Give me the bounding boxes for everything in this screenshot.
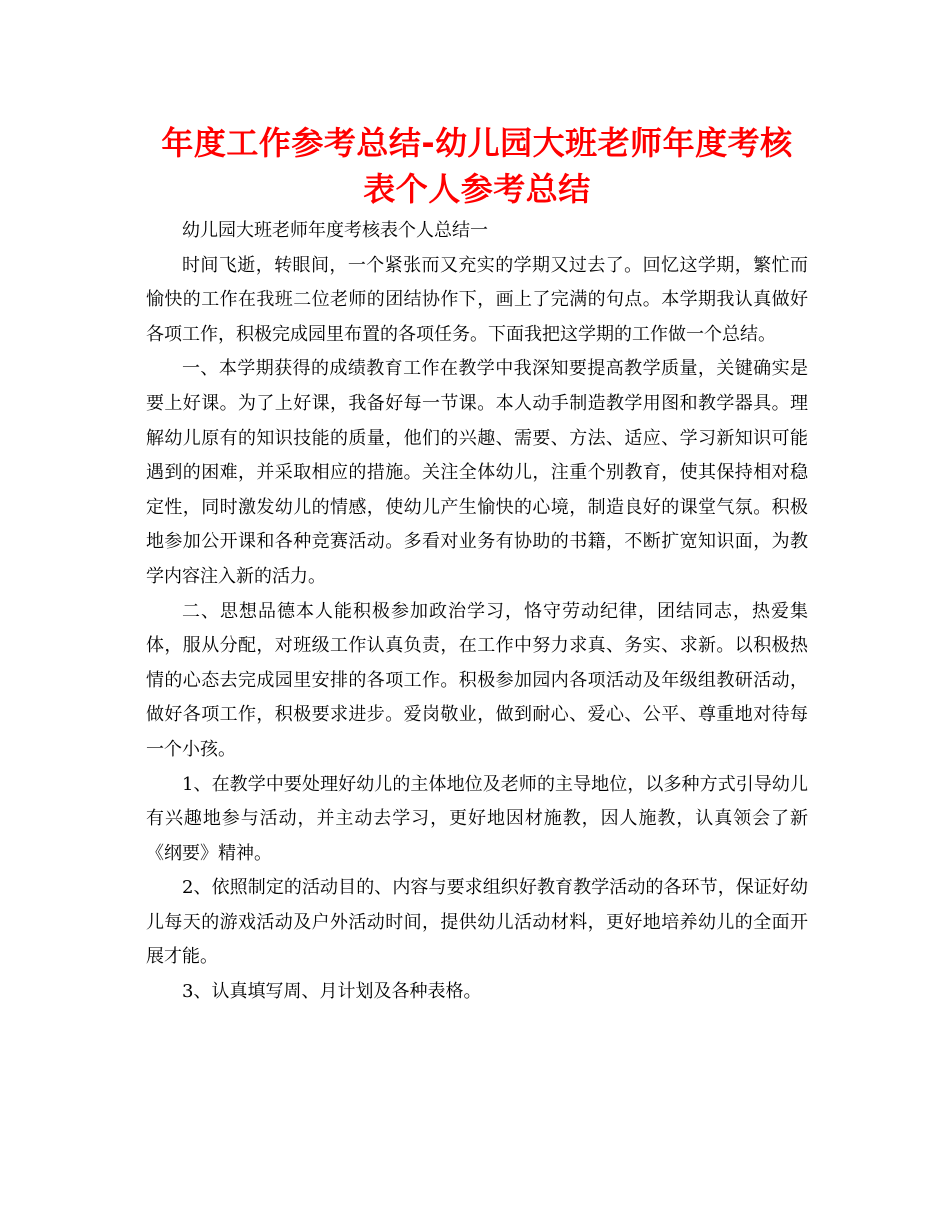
paragraph-item-3: 3、认真填写周、月计划及各种表格。	[182, 981, 482, 1003]
document-title: 年度工作参考总结-幼儿园大班老师年度考核表个人参考总结	[161, 124, 793, 208]
document-body	[146, 214, 808, 1010]
paragraph-item-2: 2、依照制定的活动目的、内容与要求组织好教育教学活动的各环节，保证好幼儿每天的游戏活动及户外活动时间，提供幼儿活动材料，更好地培养幼儿的全面开展才能。	[146, 877, 808, 968]
document-page	[146, 120, 808, 1010]
section-heading: 幼儿园大班老师年度考核表个人总结一	[182, 220, 488, 241]
paragraph-achievements: 一、本学期获得的成绩教育工作在教学中我深知要提高教学质量，关键确实是要上好课。为了上好课，我备好每一节课。本人动手制造教学用图和教学器具。理解幼儿原有的知识技能的质量，他们的兴趣、需要、方法、适应、学习新知识可能遇到的困难，并采取相应的措施。关注全体幼儿，注重个别教育，使其保持相对稳定性，同时激发幼儿的情感，使幼儿产生愉快的心境，制造良好的课堂气氛。积极地参加公开课和各种竞赛活动。多看对业务有协助的书籍，不断扩宽知识面，为教学内容注入新的活力。	[146, 358, 808, 587]
paragraph-item-1: 1、在教学中要处理好幼儿的主体地位及老师的主导地位，以多种方式引导幼儿有兴趣地参与活动，并主动去学习，更好地因材施教，因人施教，认真领会了新《纲要》精神。	[146, 773, 808, 864]
paragraph-intro: 时间飞逝，转眼间，一个紧张而又充实的学期又过去了。回忆这学期，繁忙而愉快的工作在我班二位老师的团结协作下，画上了完满的句点。本学期我认真做好各项工作，积极完成园里布置的各项任务。下面我把这学期的工作做一个总结。	[146, 254, 808, 345]
paragraph-ethics: 二、思想品德本人能积极参加政治学习，恪守劳动纪律，团结同志，热爱集体，服从分配，对班级工作认真负责，在工作中努力求真、务实、求新。以积极热情的心态去完成园里安排的各项工作。积极参加园内各项活动及年级组教研活动，做好各项工作，积极要求进步。爱岗敬业，做到耐心、爱心、公平、尊重地对待每一个小孩。	[146, 600, 808, 760]
